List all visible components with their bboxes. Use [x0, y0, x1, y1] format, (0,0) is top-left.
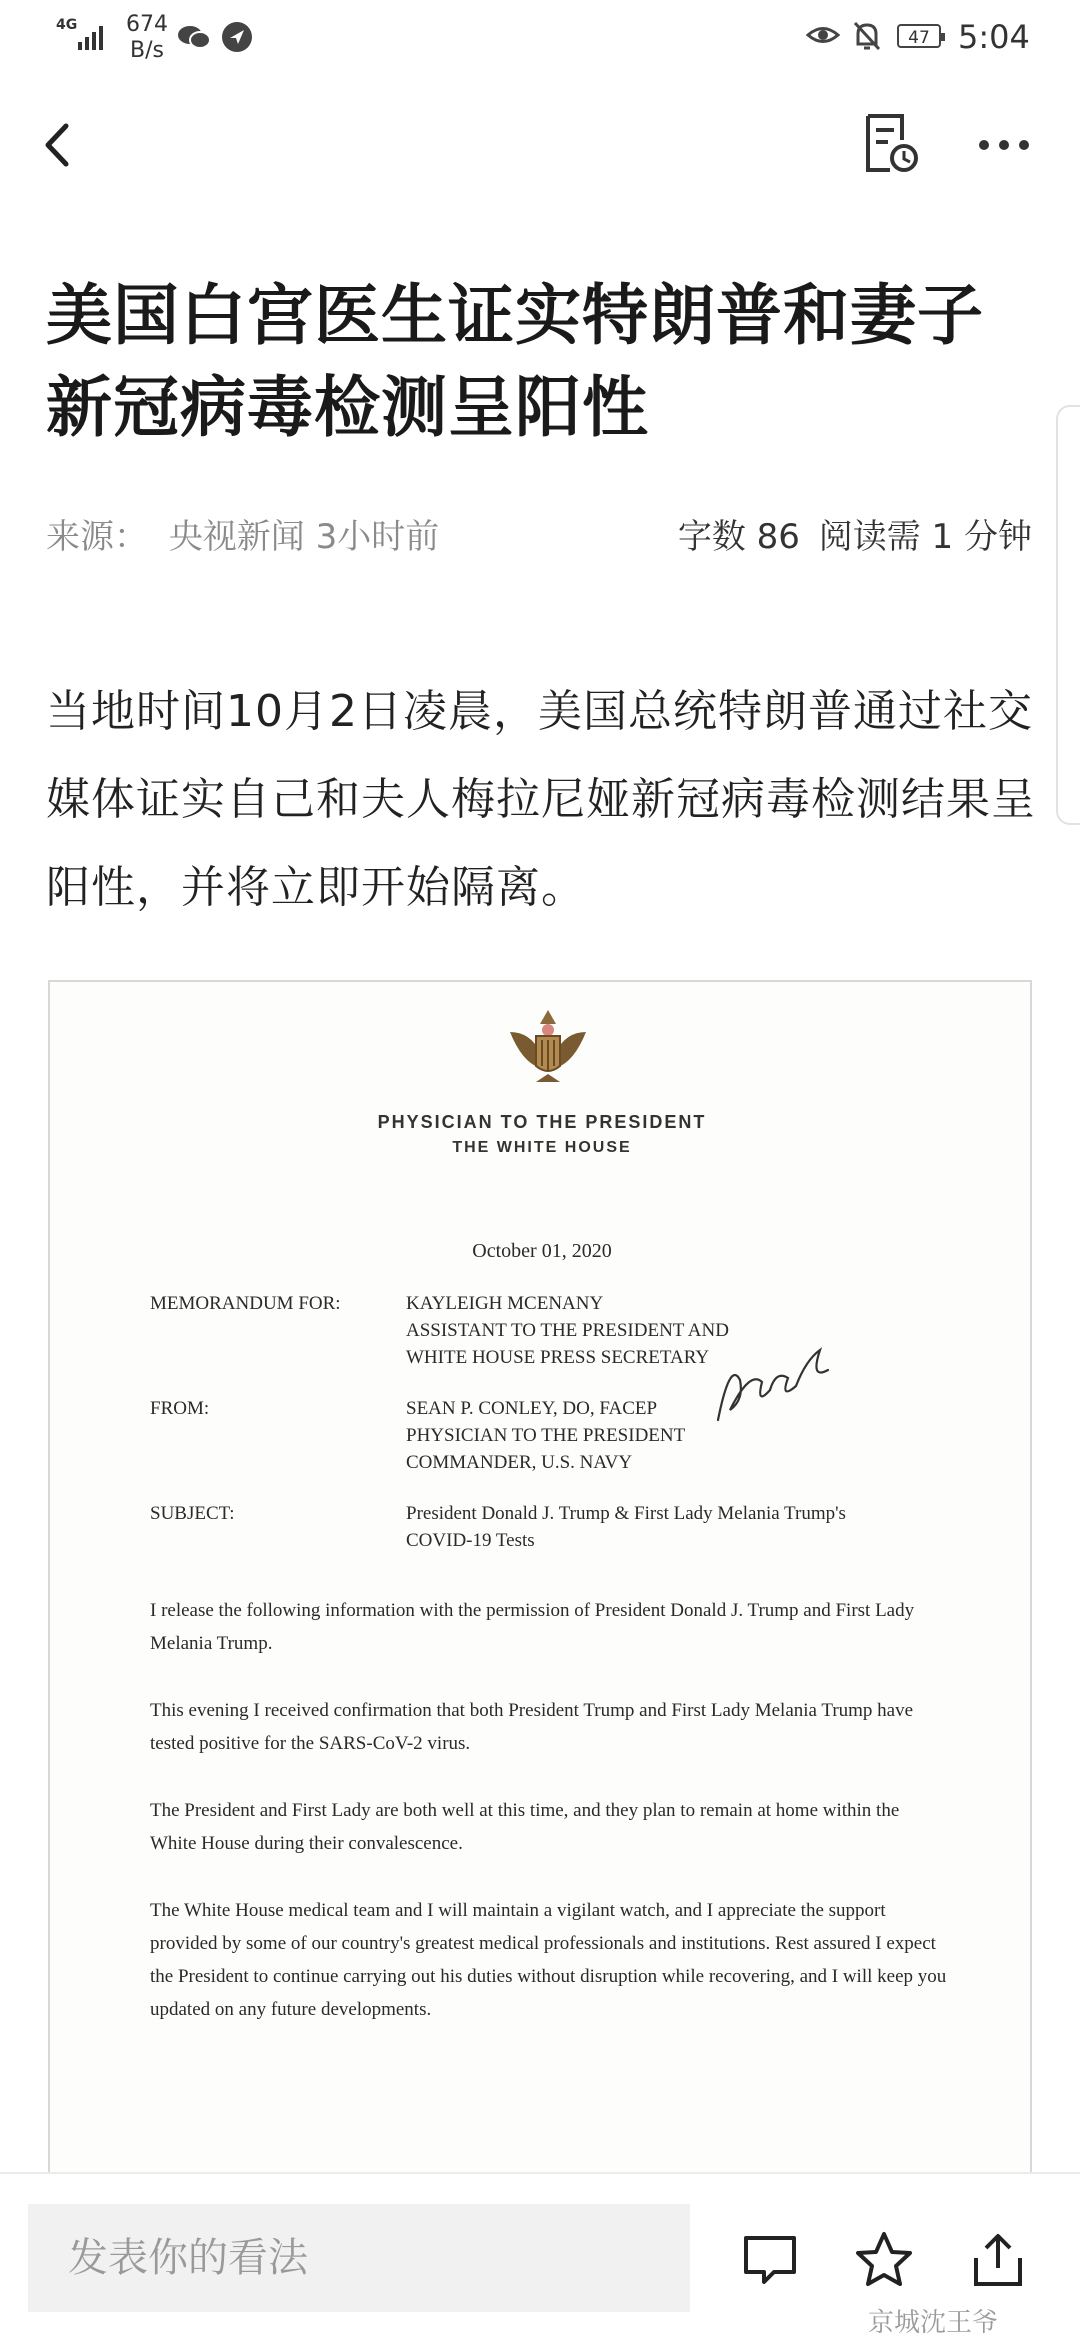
- clock: 5:04: [958, 18, 1030, 56]
- wechat-icon: [177, 24, 211, 50]
- from-line-3: COMMANDER, U.S. NAVY: [406, 1452, 633, 1473]
- navigation-icon: [222, 22, 252, 52]
- network-speed: [122, 12, 172, 64]
- signal-icon: [78, 22, 108, 50]
- subject-line-1: President Donald J. Trump & First Lady Melania Trump's: [406, 1503, 846, 1524]
- read-time: 阅读需 1 分钟: [818, 517, 1032, 557]
- memo-for-line-2: ASSISTANT TO THE PRESIDENT AND: [406, 1320, 729, 1341]
- side-edge-handle[interactable]: [1056, 405, 1080, 825]
- memo-for-line-3: WHITE HOUSE PRESS SECRETARY: [406, 1347, 710, 1368]
- publish-time: 3小时前: [315, 517, 440, 557]
- subject-label: SUBJECT:: [150, 1503, 235, 1524]
- memo-for-line-1: KAYLEIGH MCENANY: [406, 1293, 604, 1314]
- memo-paragraph-1: I release the following information with the permission of President Donald J. Trump and First Lady Melania Trump.: [150, 1600, 915, 1654]
- memo-paragraph-2: This evening I received confirmation that both President Trump and First Lady Melania Trump have tested positive for the SARS-CoV-2 virus.: [150, 1700, 914, 1754]
- presidential-seal-icon: [500, 1002, 596, 1098]
- reading-history-icon[interactable]: [862, 112, 918, 174]
- subject-line-2: COVID-19 Tests: [406, 1530, 535, 1551]
- favorite-star-icon[interactable]: [852, 2228, 916, 2292]
- speed-value: 674: [126, 12, 168, 37]
- back-arrow-icon[interactable]: [40, 120, 80, 170]
- from-label: FROM:: [150, 1398, 210, 1419]
- source-label: 来源：: [46, 517, 148, 557]
- mute-bell-icon: [852, 20, 882, 52]
- article-lead-paragraph: 当地时间10月2日凌晨，美国总统特朗普通过社交媒体证实自己和夫人梅拉尼娅新冠病毒检测结果呈阳性，并将立即开始隔离。: [46, 686, 1036, 913]
- memo-header-subtitle: THE WHITE HOUSE: [452, 1139, 632, 1156]
- word-count: 字数 86: [677, 517, 800, 557]
- bottom-action-bar: [0, 2172, 1080, 2340]
- memo-date: October 01, 2020: [472, 1240, 612, 1262]
- more-options-icon[interactable]: [976, 130, 1032, 160]
- top-bar: [0, 90, 1080, 200]
- memo-paragraph-3: The President and First Lady are both well at this time, and they plan to remain at home within the White House during their convalescence.: [150, 1800, 900, 1854]
- eye-icon: [806, 22, 840, 48]
- article-title: 美国白宫医生证实特朗普和妻子新冠病毒检测呈阳性: [46, 277, 984, 446]
- memo-header-title: PHYSICIAN TO THE PRESIDENT: [377, 1112, 707, 1132]
- article-source: [46, 512, 439, 562]
- reading-stats: [670, 512, 1032, 562]
- battery-indicator: 47: [897, 24, 941, 48]
- network-type: 4G: [56, 17, 78, 33]
- wechat-watermark: 京城沈王爷: [868, 2308, 999, 2338]
- speed-unit: B/s: [130, 38, 164, 63]
- memo-for-label: MEMORANDUM FOR:: [150, 1293, 341, 1314]
- memo-paragraph-4: The White House medical team and I will maintain a vigilant watch, and I appreciate the support provided by some of our country's greatest medical professionals and institutions. Rest assured I expect the President to continue carrying out his duties without disruption while recovering, and I will keep you updated on any future developments.: [150, 1900, 947, 2020]
- from-line-1: SEAN P. CONLEY, DO, FACEP: [406, 1398, 658, 1419]
- source-name[interactable]: 央视新闻: [168, 517, 305, 557]
- from-line-2: PHYSICIAN TO THE PRESIDENT: [406, 1425, 686, 1446]
- status-bar: [0, 0, 1080, 75]
- comment-input[interactable]: 发表你的看法: [28, 2204, 690, 2312]
- memo-document-image[interactable]: [48, 980, 1032, 2180]
- comment-icon[interactable]: [738, 2228, 802, 2292]
- handwritten-signature: [710, 1340, 840, 1430]
- share-icon[interactable]: [966, 2228, 1030, 2292]
